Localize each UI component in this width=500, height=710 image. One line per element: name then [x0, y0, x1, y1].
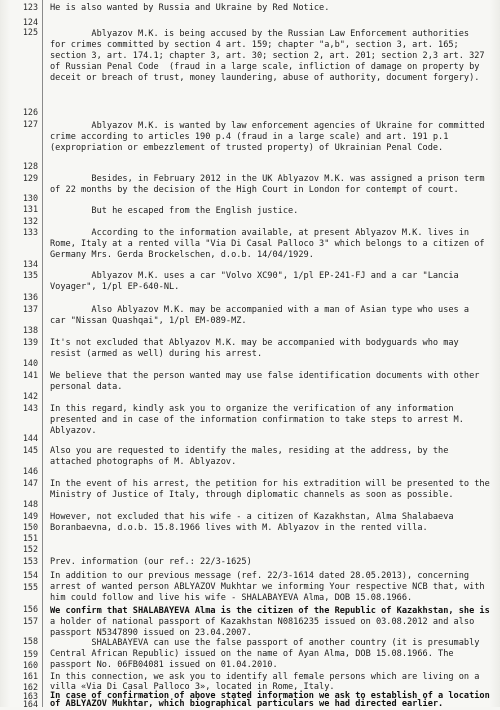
line-number: 139 [22, 337, 38, 347]
paragraph-line: According to the information available, at present Ablyazov M.K. lives in [50, 228, 470, 238]
paragraph-line: crime according to articles 190 p.4 (fraud in a large scale) and art. 191 p.1 [50, 132, 449, 142]
line-number: 127 [22, 119, 38, 129]
paragraph-line: of Russian Penal Code (fraud in a large scale, infliction of damage on property by [50, 62, 480, 72]
paragraph-line: In this regard, kindly ask you to organize the verification of any information [50, 404, 454, 414]
line-number: 143 [22, 403, 38, 413]
paragraph-line: Ablyazov M.K. is being accused by the Russian Law Enforcement authorities [50, 29, 470, 39]
line-number: 159 [22, 649, 38, 659]
line-number: 163 [22, 691, 38, 701]
line-number: 142 [22, 391, 38, 401]
paragraph-line: In the event of his arrest, the petition for his extradition will be presented to the [50, 479, 490, 489]
line-number: 136 [22, 292, 38, 302]
paragraph-line: Boranbaevna, d.o.b. 15.8.1966 lives with M. Ablyazov in the rented villa. [50, 523, 428, 533]
paragraph-line: Rome, Italy at a rented villa "Via Di Casal Palloco 3" which belongs to a citizen of [50, 239, 485, 249]
line-number: 152 [22, 544, 38, 554]
paragraph-line: resist (armed as well) during his arrest. [50, 349, 263, 359]
paragraph-line: Ablyazov. [50, 426, 97, 436]
line-number: 164 [22, 699, 38, 709]
paragraph-line: attached photographs of M. Ablyazov. [50, 457, 237, 467]
line-number: 125 [22, 27, 38, 37]
line-number: 140 [22, 358, 38, 368]
line-number: 128 [22, 161, 38, 171]
paragraph-line: He is also wanted by Russia and Ukraine by Red Notice. [50, 3, 330, 13]
paragraph-line: (expropriation or embezzlement of trusted property) of Ukrainian Penal Code. [50, 143, 444, 153]
line-number: 156 [22, 604, 38, 614]
line-number: 146 [22, 466, 38, 476]
paragraph-line: SHALABAYEVA can use the false passport of another country (it is presumably [50, 638, 480, 648]
line-number: 149 [22, 511, 38, 521]
paragraph-line: We believe that the person wanted may use false identification documents with other [50, 371, 480, 381]
line-number: 151 [22, 533, 38, 543]
paragraph-line: for crimes committed by section 4 art. 159; chapter "a,b", section 3, art. 165; [50, 40, 459, 50]
paragraph-line: car "Nissan Quashqai", 1/pl EM-089-MZ. [50, 316, 247, 326]
line-number: 133 [22, 227, 38, 237]
paragraph-line: Ministry of Justice of Italy, through diplomatic channels as soon as possible. [50, 490, 454, 500]
line-number: 126 [22, 107, 38, 117]
paragraph-line: However, not excluded that his wife - a citizen of Kazakhstan, Alma Shalabaeva [50, 512, 454, 522]
line-number: 160 [22, 660, 38, 670]
line-number: 150 [22, 522, 38, 532]
paragraph-line: But he escaped from the English justice. [50, 206, 299, 216]
paragraph-line: personal data. [50, 382, 123, 392]
line-number: 147 [22, 478, 38, 488]
paragraph-line: Central African Republic) issued on the name of Ayan Alma, DOB 15.08.1966. The [50, 649, 454, 659]
paragraph-line: Ablyazov M.K. is wanted by law enforcement agencies of Ukraine for committed [50, 121, 485, 131]
paragraph-line: It's not excluded that Ablyazov M.K. may be accompanied with bodyguards who may [50, 338, 459, 348]
margin-rule [42, 0, 43, 707]
line-number: 155 [22, 582, 38, 592]
paragraph-line: presented and in case of the information confirmation to take steps to arrest M. [50, 415, 464, 425]
line-number: 144 [22, 433, 38, 443]
paragraph-line: of 22 months by the decision of the High Court in London for contempt of court. [50, 185, 459, 195]
line-number: 161 [22, 671, 38, 681]
line-number: 134 [22, 259, 38, 269]
paragraph-line: In addition to our previous message (ref. 22/3-1614 dated 28.05.2013), concerning [50, 571, 470, 581]
paragraph-line: Voyager", 1/pl EP-640-NL. [50, 282, 180, 292]
line-number: 129 [22, 173, 38, 183]
section-heading: Prev. information (our ref.: 22/3-1625) [50, 557, 252, 567]
paragraph-line: a holder of national passport of Kazakhstan N0816235 issued on 03.08.2012 and also [50, 617, 475, 627]
paragraph-line: In this connection, we ask you to identify all female persons which are living on a [50, 672, 480, 682]
paragraph-line: Also you are requested to identify the males, residing at the address, by the [50, 446, 449, 456]
line-number: 123 [22, 2, 38, 12]
paragraph-line: Ablyazov M.K. uses a car "Volvo XC90", 1/pl EP-241-FJ and a car "Lancia [50, 271, 459, 281]
line-number: 157 [22, 616, 38, 626]
paragraph-line: passport N5347890 issued on 23.04.2007. [50, 628, 252, 638]
paragraph-line: section 3, art. 174.1; chapter 3, art. 30; section 2, art. 201; section 2,3 art. 327 [50, 51, 485, 61]
paragraph-line: Besides, in February 2012 in the UK Ablyazov M.K. was assigned a prison term [50, 174, 485, 184]
line-number: 141 [22, 370, 38, 380]
paragraph-line: of ABLYAZOV Mukhtar, which biographical particulars we had directed earlier. [50, 699, 444, 709]
line-number: 137 [22, 304, 38, 314]
line-number: 130 [22, 193, 38, 203]
paragraph-line: villa «Via Di Casal Palloco 3», located in Rome, Italy. [50, 682, 335, 692]
paragraph-line: Also Ablyazov M.K. may be accompanied with a man of Asian type who uses a [50, 305, 470, 315]
line-number: 145 [22, 445, 38, 455]
paragraph-line: him could follow and live his wife - SHALABAYEVA Alma, DOB 15.08.1966. [50, 593, 413, 603]
paragraph-line: arrest of wanted person ABLYAZOV Mukhtar we informing Your respective NCB that, with [50, 582, 485, 592]
paragraph-line: Germany Mrs. Gerda Brockelschen, d.o.b. 14/04/1929. [50, 250, 314, 260]
line-number: 158 [22, 636, 38, 646]
paragraph-line: In case of confirmation of above stated information we ask to establish of a location [50, 691, 490, 701]
paragraph-line: We confirm that SHALABAYEVA Alma is the citizen of the Republic of Kazakhstan, she is [50, 606, 490, 616]
line-number: 132 [22, 216, 38, 226]
line-number: 148 [22, 499, 38, 509]
line-number: 135 [22, 270, 38, 280]
paragraph-line: deceit or breach of trust, money laundering, abuse of authority, document forgery). [50, 73, 480, 83]
line-number: 124 [22, 17, 38, 27]
paragraph-line: passport No. 06FB04081 issued on 01.04.2010. [50, 660, 278, 670]
line-number: 153 [22, 556, 38, 566]
line-number: 138 [22, 325, 38, 335]
line-number: 154 [22, 570, 38, 580]
line-number: 131 [22, 204, 38, 214]
line-number: 162 [22, 682, 38, 692]
